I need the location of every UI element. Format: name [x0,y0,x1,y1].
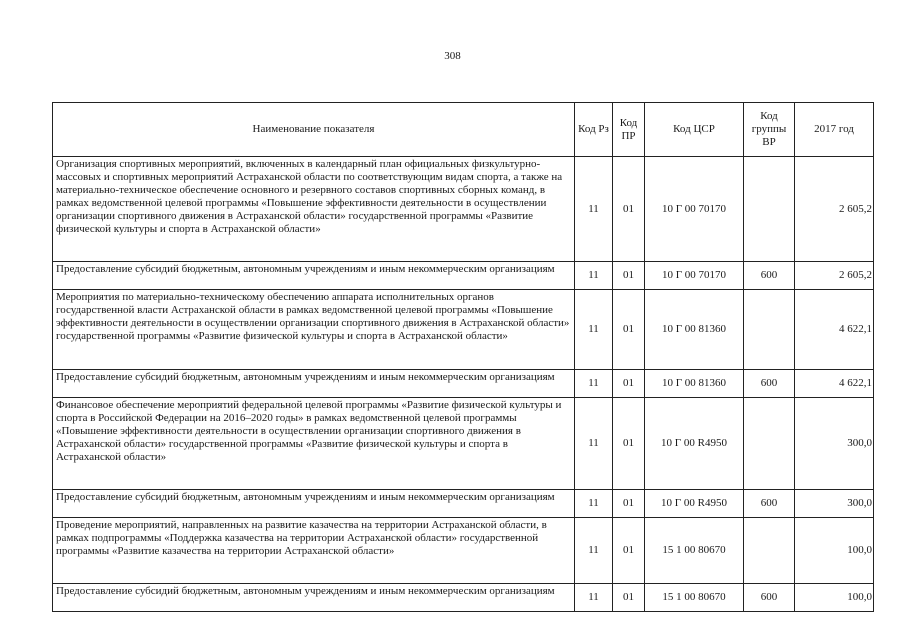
row-vr [744,157,795,262]
row-csr: 10 Г 00 R4950 [645,490,744,518]
table-row [53,370,874,398]
row-rz: 11 [575,490,613,518]
row-csr: 10 Г 00 70170 [645,157,744,262]
row-csr: 10 Г 00 81360 [645,290,744,370]
row-pr: 01 [613,518,645,584]
header-csr: Код ЦСР [645,103,744,157]
table-row [53,290,874,370]
row-name: Финансовое обеспечение мероприятий федеральной целевой программы «Развитие физической культуры и спорта в Российской Федерации на 2016–2020 годы» в рамках ведомственной целевой программы «Повышение эффективности деятельности в осуществлении организации спортивного движения в Астраханской области» государственной программы «Развитие физической культуры и спорта в Астраханской области» [53,398,575,490]
row-rz: 11 [575,518,613,584]
row-csr: 10 Г 00 81360 [645,370,744,398]
row-rz: 11 [575,584,613,612]
row-pr: 01 [613,584,645,612]
row-pr: 01 [613,490,645,518]
row-name: Предоставление субсидий бюджетным, автономным учреждениям и иным некоммерческим организациям [53,262,575,290]
row-vr: 600 [744,262,795,290]
row-name: Организация спортивных мероприятий, включенных в календарный план официальных физкультурно-массовых и спортивных мероприятий Астраханской области по соответствующим видам спорта, а также на материально-техническое обеспечение основного и резервного составов спортивных сборных команд, в рамках ведомственной целевой программы «Повышение эффективности деятельности в осуществлении организации спортивного движения в Астраханской области» государственной программы «Развитие физической культуры и спорта в Астраханской области» [53,157,575,262]
row-vr [744,290,795,370]
row-name: Проведение мероприятий, направленных на развитие казачества на территории Астраханской области, в рамках подпрограммы «Поддержка казачества на территории Астраханской области» государственной программы «Развитие казачества на территории Астраханской области» [53,518,575,584]
row-name: Мероприятия по материально-техническому обеспечению аппарата исполнительных органов государственной власти Астраханской области в рамках ведомственной целевой программы «Повышение эффективности деятельности в осуществлении организации спортивного движения в Астраханской области» государственной программы «Развитие физической культуры и спорта в Астраханской области» [53,290,575,370]
row-vr: 600 [744,370,795,398]
row-vr [744,398,795,490]
table-row [53,518,874,584]
row-rz: 11 [575,262,613,290]
header-pr: Код ПР [613,103,645,157]
table-row [53,262,874,290]
row-vr: 600 [744,490,795,518]
row-rz: 11 [575,398,613,490]
budget-table [52,102,874,612]
row-name: Предоставление субсидий бюджетным, автономным учреждениям и иным некоммерческим организациям [53,490,575,518]
row-amount: 100,0 [795,584,874,612]
header-vr: Код группы ВР [744,103,795,157]
row-pr: 01 [613,290,645,370]
row-amount: 4 622,1 [795,370,874,398]
row-rz: 11 [575,157,613,262]
row-amount: 300,0 [795,398,874,490]
row-vr [744,518,795,584]
row-rz: 11 [575,290,613,370]
row-csr: 15 1 00 80670 [645,584,744,612]
table-row [53,157,874,262]
row-name: Предоставление субсидий бюджетным, автономным учреждениям и иным некоммерческим организациям [53,370,575,398]
row-csr: 15 1 00 80670 [645,518,744,584]
row-name: Предоставление субсидий бюджетным, автономным учреждениям и иным некоммерческим организациям [53,584,575,612]
table-row [53,398,874,490]
row-csr: 10 Г 00 R4950 [645,398,744,490]
table-header-row [53,103,874,157]
row-amount: 4 622,1 [795,290,874,370]
row-csr: 10 Г 00 70170 [645,262,744,290]
row-amount: 2 605,2 [795,157,874,262]
page-number: 308 [444,50,461,62]
row-pr: 01 [613,262,645,290]
header-name: Наименование показателя [53,103,575,157]
header-year: 2017 год [795,103,874,157]
header-rz: Код Рз [575,103,613,157]
table-row [53,490,874,518]
row-amount: 300,0 [795,490,874,518]
row-amount: 100,0 [795,518,874,584]
row-pr: 01 [613,398,645,490]
row-pr: 01 [613,370,645,398]
row-amount: 2 605,2 [795,262,874,290]
row-pr: 01 [613,157,645,262]
row-vr: 600 [744,584,795,612]
row-rz: 11 [575,370,613,398]
table-row [53,584,874,612]
